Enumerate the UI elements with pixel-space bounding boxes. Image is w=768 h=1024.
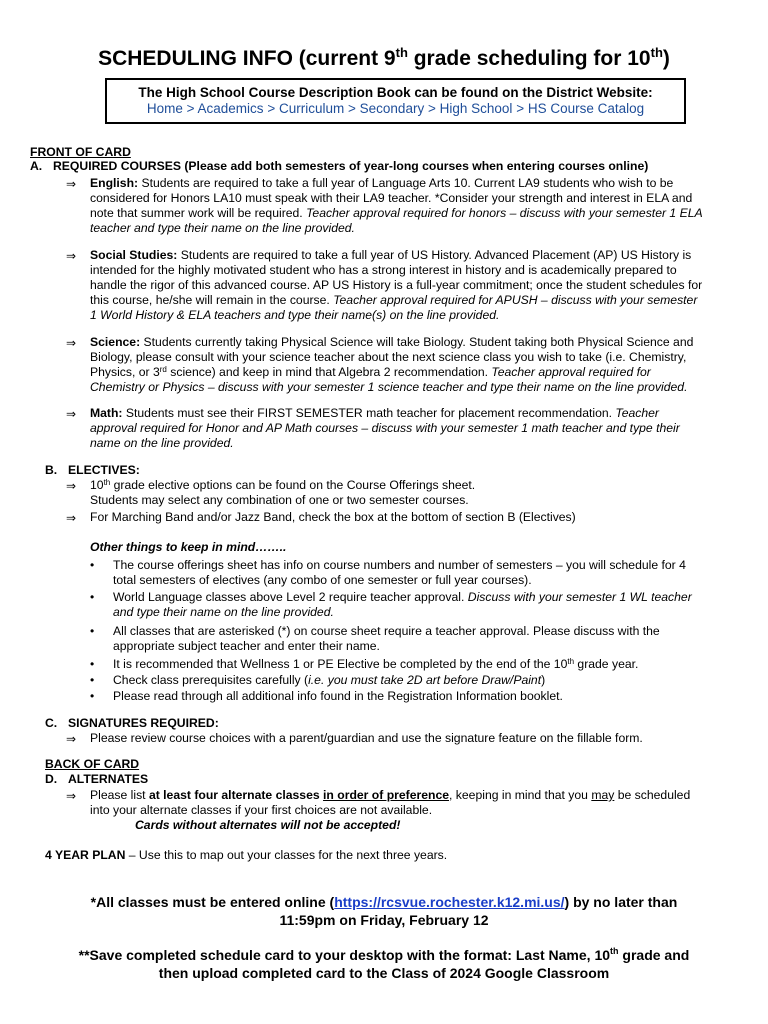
alternates-item: Please list at least four alternate classes in order of preference, keeping in mind that you may be scheduled into your alternate classes if your first choices are not available.	[90, 788, 691, 817]
arrow-icon: ⇒	[66, 479, 77, 493]
breadcrumb-hs-course-catalog[interactable]: HS Course Catalog	[527, 101, 645, 116]
four-year-plan: 4 YEAR PLAN – Use this to map out your classes for the next three years.	[45, 848, 448, 862]
save-upload-notice: **Save completed schedule card to your desktop with the format: Last Name, 10th grade and then upload completed card to the Class of 2024 Google Classroom	[78, 946, 690, 981]
bullet-item-4: It is recommended that Wellness 1 or PE Elective be completed by the end of the 10th grade year.	[113, 657, 639, 671]
back-of-card-heading: BACK OF CARD	[45, 757, 140, 771]
arrow-icon: ⇒	[66, 177, 77, 191]
breadcrumb-academics[interactable]: Academics	[197, 101, 264, 116]
alternates-warning: Cards without alternates will not be accepted!	[135, 818, 401, 832]
bullet-icon: •	[90, 689, 95, 703]
online-deadline-notice: *All classes must be entered online (https://rcsvue.rochester.k12.mi.us/) by no later than 11:59pm on Friday, February 12	[90, 894, 678, 928]
section-b-label: B.	[45, 463, 58, 477]
bullet-icon: •	[90, 673, 95, 687]
breadcrumb-high-school[interactable]: High School	[439, 101, 513, 116]
breadcrumb-home[interactable]: Home	[146, 101, 183, 116]
bullet-icon: •	[90, 590, 95, 604]
breadcrumb-curriculum[interactable]: Curriculum	[278, 101, 345, 116]
bullet-icon: •	[90, 558, 95, 572]
english-paragraph: English: Students are required to take a full year of Language Arts 10. Current LA9 students who wish to be considered for Honors LA10 must speak with their LA9 teacher. *Consider your strength and interest in ELA and note that summer work will be required. Teacher approval required for honors – discuss with your semester 1 ELA teacher and type their name on the line provided.	[90, 176, 703, 235]
arrow-icon: ⇒	[66, 407, 77, 421]
section-c-heading: SIGNATURES REQUIRED:	[68, 716, 219, 730]
electives-item-2: For Marching Band and/or Jazz Band, check the box at the bottom of section B (Electives)	[90, 510, 576, 524]
bullet-icon: •	[90, 624, 95, 638]
bullet-item-1: The course offerings sheet has info on course numbers and number of semesters – you will schedule for 4 total semesters of electives (any combo of one semester or full year courses).	[113, 558, 686, 587]
breadcrumb-secondary[interactable]: Secondary	[359, 101, 425, 116]
front-of-card-heading: FRONT OF CARD	[30, 145, 131, 159]
bullet-item-5: Check class prerequisites carefully (i.e. you must take 2D art before Draw/Paint)	[113, 673, 546, 687]
bullet-item-6: Please read through all additional info found in the Registration Information booklet.	[113, 689, 563, 703]
arrow-icon: ⇒	[66, 249, 77, 263]
rcsvue-link[interactable]: https://rcsvue.rochester.k12.mi.us/	[334, 894, 565, 910]
arrow-icon: ⇒	[66, 732, 77, 746]
electives-item-1: 10th grade elective options can be found on the Course Offerings sheet. Students may select any combination of one or two semester courses.	[90, 478, 476, 507]
signatures-item: Please review course choices with a parent/guardian and use the signature feature on the fillable form.	[90, 731, 643, 745]
bullet-icon: •	[90, 657, 95, 671]
catalog-info-box	[105, 78, 686, 124]
science-paragraph: Science: Students currently taking Physical Science will take Biology. Student taking both Physical Science and Biology, please consult with your science teacher about the next science class you wish to take (i.e. Chemistry, Physics, or 3rd science) and keep in mind that Algebra 2 recommendation. Teacher approval required for Chemistry or Physics – discuss with your semester 1 science teacher and type their name on the line provided.	[90, 335, 694, 394]
section-d-heading: ALTERNATES	[68, 772, 149, 786]
arrow-icon: ⇒	[66, 336, 77, 350]
arrow-icon: ⇒	[66, 511, 77, 525]
social-studies-paragraph: Social Studies: Students are required to take a full year of US History. Advanced Placement (AP) US History is intended for the highly motivated student who has a strong interest in history and is academically prepared to handle the rigor of this advanced course. AP US History is a full-year commitment; once the student schedules for this course, he/she will remain in the course. Teacher approval required for APUSH – discuss with your semester 1 World History & ELA teachers and type their name(s) on the line provided.	[90, 248, 703, 322]
math-paragraph: Math: Students must see their FIRST SEMESTER math teacher for placement recommendation. Teacher approval required for Honor and AP Math courses – discuss with your semester 1 math teacher and type their name on the line provided.	[90, 406, 680, 450]
page-title: SCHEDULING INFO (current 9th grade scheduling for 10th)	[98, 45, 670, 70]
bullet-item-3: All classes that are asterisked (*) on course sheet require a teacher approval. Please discuss with the appropriate subject teacher and enter their name.	[113, 624, 660, 653]
section-a-heading: REQUIRED COURSES (Please add both semesters of year-long courses when entering courses online)	[53, 159, 649, 173]
section-a-label: A.	[30, 159, 43, 173]
catalog-breadcrumb: Home > Academics > Curriculum > Secondary > High School > HS Course Catalog	[146, 101, 645, 116]
bullet-item-2: World Language classes above Level 2 require teacher approval. Discuss with your semester 1 WL teacher and type their name on the line provided.	[113, 590, 692, 619]
arrow-icon: ⇒	[66, 789, 77, 803]
other-things-heading: Other things to keep in mind……..	[90, 540, 287, 554]
section-b-heading: ELECTIVES:	[68, 463, 140, 477]
section-d-label: D.	[45, 772, 58, 786]
catalog-info-text: The High School Course Description Book can be found on the District Website:	[138, 85, 653, 100]
section-c-label: C.	[45, 716, 58, 730]
